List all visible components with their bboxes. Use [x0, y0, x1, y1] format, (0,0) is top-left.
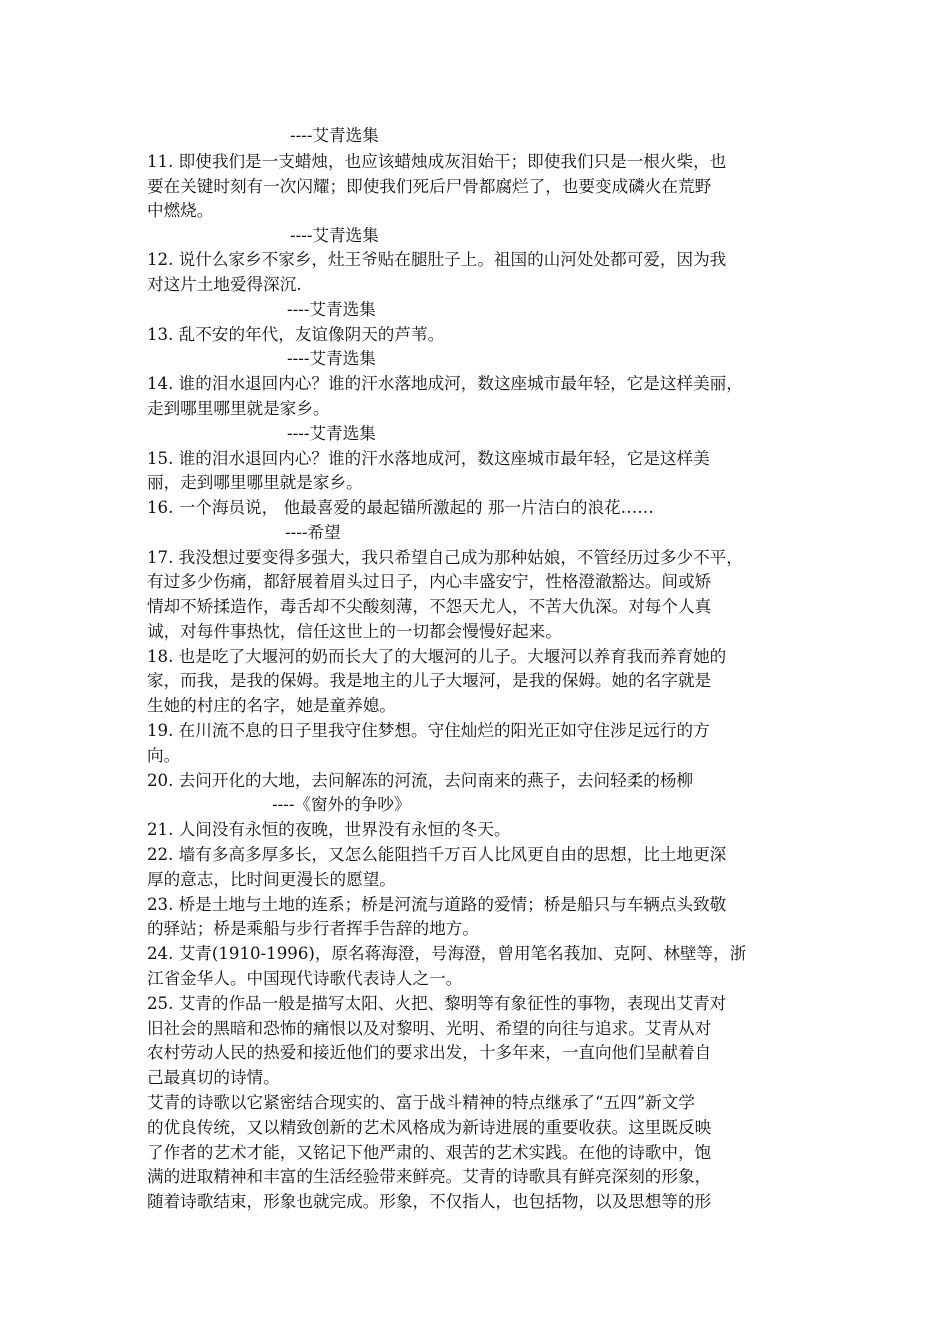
quote-line: 的驿站；桥是乘船与步行者挥手告辞的地方。 — [147, 919, 479, 938]
quote-line: 20. 去问开化的大地，去问解冻的河流，去问南来的燕子，去问轻柔的杨柳 — [147, 771, 694, 790]
quote-line: 17. 我没想过要变得多强大，我只希望自己成为那种姑娘，不管经历过多少不平， — [147, 548, 743, 567]
source-attribution: ----艾青选集 — [290, 226, 379, 245]
quote-line: 江省金华人。中国现代诗歌代表诗人之一。 — [147, 969, 463, 988]
quote-line: 15. 谁的泪水退回内心？谁的汗水落地成河，数这座城市最年轻，它是这样美 — [147, 449, 710, 468]
source-attribution: ----艾青选集 — [287, 349, 376, 368]
source-attribution: ----艾青选集 — [287, 300, 376, 319]
source-attribution: ----《窗外的争吵》 — [272, 795, 411, 814]
quote-line: 中燃烧。 — [147, 201, 214, 220]
quote-line: 厚的意志，比时间更漫长的愿望。 — [147, 870, 396, 889]
source-attribution: ----艾青选集 — [287, 424, 376, 443]
quote-line: 16. 一个海员说， 他最喜爱的最起锚所激起的 那一片洁白的浪花…… — [147, 498, 654, 517]
quote-line: 己最真切的诗情。 — [147, 1068, 280, 1087]
source-attribution: ----希望 — [285, 523, 341, 542]
quote-line: 14. 谁的泪水退回内心？谁的汗水落地成河，数这座城市最年轻，它是这样美丽， — [147, 374, 743, 393]
quote-line: 家，而我，是我的保姆。我是地主的儿子大堰河，是我的保姆。她的名字就是 — [147, 671, 712, 690]
quote-line: 生她的村庄的名字，她是童养媳。 — [147, 696, 396, 715]
quote-line: 艾青的诗歌以它紧密结合现实的、富于战斗精神的特点继承了“五四”新文学 — [147, 1093, 695, 1112]
quote-line: 诚，对每件事热忱，信任这世上的一切都会慢慢好起来。 — [147, 622, 562, 641]
quote-line: 丽，走到哪里哪里就是家乡。 — [147, 473, 363, 492]
quote-line: 了作者的艺术才能，又铭记下他严肃的、艰苦的艺术实践。在他的诗歌中，饱 — [147, 1143, 712, 1162]
quote-line: 对这片土地爱得深沉. — [147, 275, 302, 294]
quote-line: 情却不矫揉造作，毒舌却不尖酸刻薄，不怨天尤人，不苦大仇深。对每个人真 — [147, 597, 712, 616]
quote-line: 有过多少伤痛，都舒展着眉头过日子，内心丰盛安宁，性格澄澈豁达。间或矫 — [147, 572, 712, 591]
quote-line: 22. 墙有多高多厚多长，又怎么能阻挡千万百人比风更自由的思想，比土地更深 — [147, 845, 727, 864]
quote-line: 走到哪里哪里就是家乡。 — [147, 399, 330, 418]
quote-line: 要在关键时刻有一次闪耀；即使我们死后尸骨都腐烂了，也要变成磷火在荒野 — [147, 177, 712, 196]
quote-line: 13. 乱不安的年代，友谊像阴天的芦苇。 — [147, 325, 445, 344]
source-attribution: ----艾青选集 — [290, 126, 379, 145]
quote-line: 12. 说什么家乡不家乡，灶王爷贴在腿肚子上。祖国的山河处处都可爱，因为我 — [147, 250, 727, 269]
quote-line: 农村劳动人民的热爱和接近他们的要求出发，十多年来，一直向他们呈献着自 — [147, 1043, 712, 1062]
quote-line: 的优良传统，又以精致创新的艺术风格成为新诗进展的重要收获。这里既反映 — [147, 1118, 712, 1137]
quote-line: 11. 即使我们是一支蜡烛，也应该蜡烛成灰泪始干；即使我们只是一根火柴，也 — [147, 152, 727, 171]
quote-line: 旧社会的黑暗和恐怖的痛恨以及对黎明、光明、希望的向往与追求。艾青从对 — [147, 1019, 712, 1038]
quote-line: 随着诗歌结束，形象也就完成。形象，不仅指人，也包括物，以及思想等的形 — [147, 1192, 712, 1211]
quote-line: 18. 也是吃了大堰河的奶而长大了的大堰河的儿子。大堰河以养育我而养育她的 — [147, 647, 727, 666]
quote-line: 满的进取精神和丰富的生活经验带来鲜亮。艾青的诗歌具有鲜亮深刻的形象， — [147, 1167, 712, 1186]
quote-line: 25. 艾青的作品一般是描写太阳、火把、黎明等有象征性的事物，表现出艾青对 — [147, 994, 727, 1013]
quote-line: 向。 — [147, 746, 181, 765]
quote-line: 21. 人间没有永恒的夜晚，世界没有永恒的冬天。 — [147, 820, 511, 839]
quote-line: 24. 艾青(1910-1996)，原名蒋海澄，号海澄，曾用笔名莪加、克阿、林壁等，浙 — [147, 944, 747, 963]
quote-line: 23. 桥是土地与土地的连系；桥是河流与道路的爱情；桥是船只与车辆点头致敬 — [147, 895, 727, 914]
quote-line: 19. 在川流不息的日子里我守住梦想。守住灿烂的阳光正如守住涉足远行的方 — [147, 721, 710, 740]
